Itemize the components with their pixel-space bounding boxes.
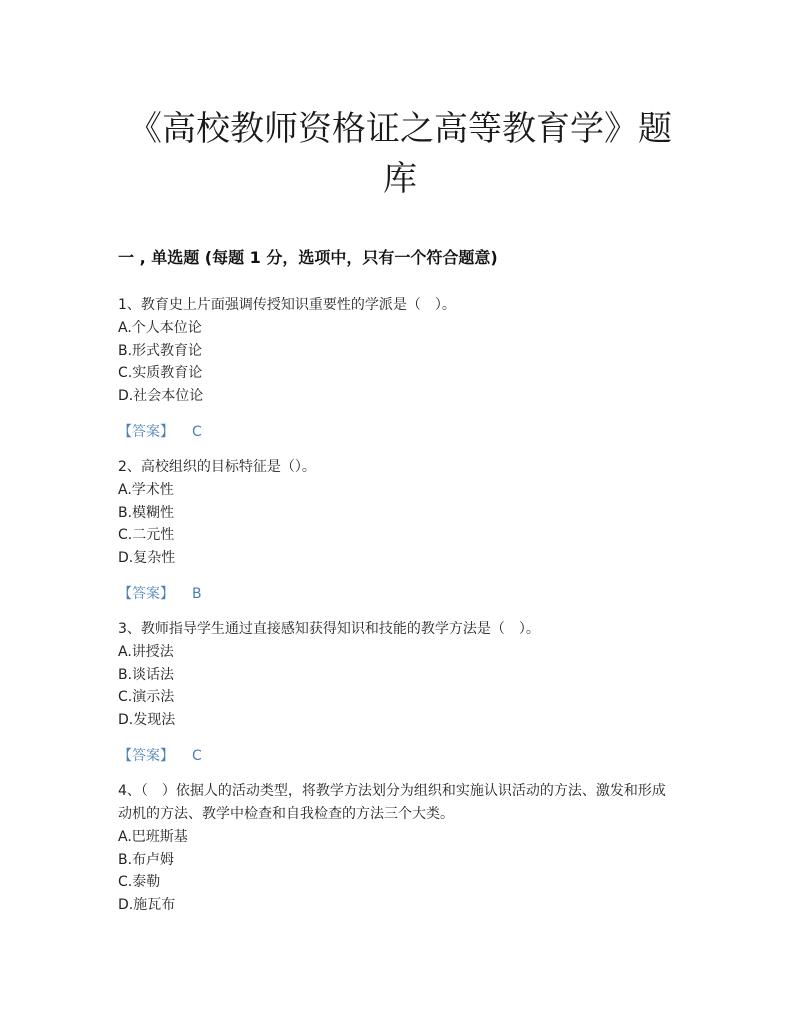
- answer-label: 【答案】: [118, 586, 174, 602]
- question-stem: 2、高校组织的目标特征是（）。: [118, 459, 316, 475]
- option-c: C.泰勒: [118, 874, 161, 890]
- option-b: B.谈话法: [118, 666, 175, 683]
- option-c: C.二元性: [118, 527, 175, 543]
- option-a: A.个人本位论: [118, 320, 202, 336]
- question-stem: 1、教育史上片面强调传授知识重要性的学派是（ ）。: [118, 297, 456, 313]
- option-d: D.复杂性: [118, 549, 176, 566]
- option-b: B.模糊性: [118, 504, 175, 521]
- document-title: [110, 104, 690, 204]
- option-c: C.演示法: [118, 689, 175, 705]
- document-title-line1: 《高校教师资格证之高等教育学》题: [128, 109, 672, 149]
- answer-label: 【答案】: [118, 424, 174, 440]
- question-2: [118, 456, 678, 605]
- answer-value: C: [192, 748, 202, 764]
- answer-value: B: [192, 586, 202, 602]
- answer-line: [118, 583, 678, 605]
- question-1: [118, 294, 678, 443]
- option-c: C.实质教育论: [118, 365, 203, 381]
- option-d: D.施瓦布: [118, 896, 176, 913]
- answer-value: C: [192, 424, 202, 440]
- option-a: A.讲授法: [118, 644, 174, 660]
- question-stem: 4、（ ）依据人的活动类型，将教学方法划分为组织和实施认识活动的方法、激发和形成动机的方法、教学中检查和自我检查的方法三个大类。: [118, 783, 666, 822]
- answer-line: [118, 421, 678, 443]
- answer-label: 【答案】: [118, 748, 174, 764]
- option-d: D.发现法: [118, 711, 176, 728]
- document-title-line2: 库: [383, 159, 417, 199]
- option-b: B.布卢姆: [118, 851, 175, 868]
- answer-line: [118, 745, 678, 767]
- question-stem: 3、教师指导学生通过直接感知获得知识和技能的教学方法是（ ）。: [118, 621, 540, 637]
- section-title: 一 , 单选题 (每题 1 分，选项中，只有一个符合题意): [118, 248, 498, 267]
- option-d: D.社会本位论: [118, 387, 204, 404]
- question-3: [118, 618, 678, 767]
- option-a: A.学术性: [118, 482, 174, 498]
- option-b: B.形式教育论: [118, 342, 203, 359]
- question-4: [118, 780, 678, 916]
- option-a: A.巴班斯基: [118, 829, 188, 845]
